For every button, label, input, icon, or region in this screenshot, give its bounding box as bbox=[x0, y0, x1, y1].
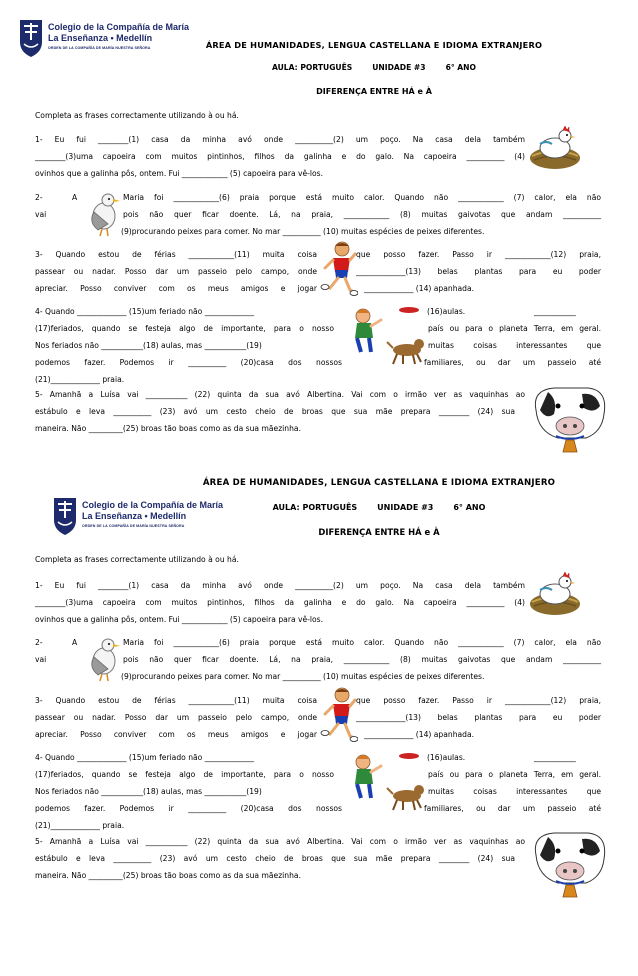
ex3-line-1a: 3- Quando estou de férias ____________(11) muita coisa bbox=[35, 696, 317, 705]
ex4-line-1c: ___________ bbox=[534, 307, 576, 316]
boy-with-dog-and-frisbee-icon bbox=[345, 746, 427, 816]
ex5-line-2: estábulo e leva __________ (23) avó um cesto cheio de broas que sua mãe prepara ________ (24) sua bbox=[35, 854, 515, 863]
ex1-line-3: ovinhos que a galinha pôs, ontem. Fui ____________ (5) capoeira para vê-los. bbox=[35, 615, 324, 624]
ex4-line-1a: 4- Quando _____________ (15)um feriado não _____________ bbox=[35, 753, 255, 762]
logo-line-2: La Enseñanza • Medellín bbox=[82, 511, 187, 521]
unidade-label: UNIDADE #3 bbox=[372, 63, 426, 72]
ex3-line-1b: que posso fazer. Passo ir ____________(12) praia, bbox=[356, 250, 601, 259]
aula-label: AULA: PORTUGUÊS bbox=[272, 503, 358, 512]
ex4-line-1a: 4- Quando _____________ (15)um feriado não _____________ bbox=[35, 307, 255, 316]
topic-title: DIFERENÇA ENTRE HÁ e À bbox=[318, 527, 440, 537]
course-line bbox=[0, 63, 638, 72]
ex4-line-3b: muitas coisas interessantes que bbox=[428, 787, 601, 796]
ex4-line-2a: (17)feriados, quando se festeja algo de importante, para o nosso bbox=[35, 770, 334, 779]
aula-label: AULA: PORTUGUÊS bbox=[271, 63, 353, 72]
ex5-line-1: 5- Amanhã a Luísa vai ___________ (22) quinta da sua avó Albertina. Vai com o irmão ver as vaquinhas ao bbox=[35, 837, 525, 846]
ex4-line-1b: (16)aulas. bbox=[427, 307, 466, 316]
course-line bbox=[0, 503, 638, 512]
ex3-line-2a: passear ou nadar. Posso dar um passeio pelo campo, onde bbox=[35, 267, 317, 276]
unidade-label: UNIDADE #3 bbox=[377, 503, 434, 512]
hen-in-nest-icon bbox=[528, 122, 583, 170]
ex2-line-1: Maria foi ____________(6) praia porque está muito calor. Quando não ____________ (7) calor, ela não bbox=[123, 193, 601, 202]
ex2-line-3: (9)procurando peixes para comer. No mar __________ (10) muitas espécies de peixes diferentes. bbox=[121, 227, 485, 236]
running-boy-icon bbox=[320, 686, 358, 744]
seagull-icon bbox=[84, 633, 124, 683]
ex2-number: 2- bbox=[35, 638, 43, 647]
ex4-line-4a: podemos fazer. Podemos ir __________ (20)casa dos nossos bbox=[35, 804, 342, 813]
boy-with-dog-and-frisbee-icon bbox=[345, 300, 427, 370]
logo-line-1: Colegio de la Compañía de María bbox=[82, 500, 224, 510]
ex3-line-2b: _____________(13) belas plantas para eu poder bbox=[356, 713, 601, 722]
logo-line-3: ORDEN DE LA COMPAÑÍA DE MARÍA NUESTRA SEÑORA bbox=[48, 46, 151, 50]
ex4-line-4b: familiares, ou dar um passeio até bbox=[424, 358, 601, 367]
ex3-line-2b: _____________(13) belas plantas para eu poder bbox=[356, 267, 601, 276]
logo-line-3: ORDEN DE LA COMPAÑÍA DE MARÍA NUESTRA SEÑORA bbox=[82, 524, 185, 528]
ex3-line-3a: apreciar. Posso conviver com os meus amigos e jogar bbox=[35, 730, 317, 739]
ex1-line-1: 1- Eu fui ________(1) casa da minha avó onde __________(2) um poço. Na casa dela também bbox=[35, 581, 525, 590]
ex5-line-3: maneira. Não _________(25) broas tão boas como as da sua mãezinha. bbox=[35, 871, 301, 880]
ex4-line-4b: familiares, ou dar um passeio até bbox=[424, 804, 601, 813]
instructions: Completa as frases correctamente utilizando à ou há. bbox=[35, 555, 239, 564]
seagull-icon bbox=[84, 188, 124, 238]
ex4-line-5: (21)_____________ praia. bbox=[35, 821, 125, 830]
ex3-line-1b: que posso fazer. Passo ir ____________(12) praia, bbox=[356, 696, 601, 705]
ex4-line-1b: (16)aulas. bbox=[427, 753, 466, 762]
ex4-line-1c: ___________ bbox=[534, 753, 576, 762]
ex2-article: A bbox=[72, 193, 78, 202]
ano-label: 6° ANO bbox=[445, 63, 476, 72]
school-crest-icon bbox=[18, 18, 44, 58]
running-boy-icon bbox=[320, 240, 358, 298]
ex1-line-3: ovinhos que a galinha pôs, ontem. Fui ____________ (5) capoeira para vê-los. bbox=[35, 169, 324, 178]
area-title: ÁREA DE HUMANIDADES, LENGUA CASTELLANA E IDIOMA EXTRANJERO bbox=[205, 40, 543, 50]
ex4-line-3a: Nos feriados não ___________(18) aulas, mas ___________(19) bbox=[35, 787, 262, 796]
ex5-line-3: maneira. Não _________(25) broas tão boas como as da sua mãezinha. bbox=[35, 424, 301, 433]
topic-title: DIFERENÇA ENTRE HÁ e À bbox=[316, 87, 432, 96]
ex3-line-3b: _____________ (14) apanhada. bbox=[364, 284, 475, 293]
ex2-line-3: (9)procurando peixes para comer. No mar __________ (10) muitas espécies de peixes diferentes. bbox=[121, 672, 485, 681]
ex3-line-2a: passear ou nadar. Posso dar um passeio pelo campo, onde bbox=[35, 713, 317, 722]
ex4-line-2b: país ou para o planeta Terra, em geral. bbox=[428, 324, 601, 333]
ex2-article: A bbox=[72, 638, 78, 647]
ex3-line-1a: 3- Quando estou de férias ____________(11) muita coisa bbox=[35, 250, 317, 259]
ex2-vai: vai bbox=[35, 655, 47, 664]
ex1-line-1: 1- Eu fui ________(1) casa da minha avó onde __________(2) um poço. Na casa dela também bbox=[35, 135, 525, 144]
ex2-line-2: pois não quer ficar doente. Lá, na praia, ____________ (8) muitas gaivotas que andam __________ bbox=[123, 655, 601, 664]
ex5-line-1: 5- Amanhã a Luísa vai ___________ (22) quinta da sua avó Albertina. Vai com o irmão ver as vaquinhas ao bbox=[35, 390, 525, 399]
ex4-line-3a: Nos feriados não ___________(18) aulas, mas ___________(19) bbox=[35, 341, 262, 350]
ex2-line-2: pois não quer ficar doente. Lá, na praia, ____________ (8) muitas gaivotas que andam __________ bbox=[123, 210, 601, 219]
ex2-vai: vai bbox=[35, 210, 47, 219]
ex1-line-2: ________(3)uma capoeira com muitos pintinhos, filhos da galinha e do galo. Na capoeira __________ (4) bbox=[35, 598, 525, 607]
ex4-line-4a: podemos fazer. Podemos ir __________ (20)casa dos nossos bbox=[35, 358, 342, 367]
ex2-line-1: Maria foi ____________(6) praia porque está muito calor. Quando não ____________ (7) calor, ela não bbox=[123, 638, 601, 647]
worksheet-bottom bbox=[0, 470, 638, 958]
ano-label: 6° ANO bbox=[453, 503, 486, 512]
ex4-line-2a: (17)feriados, quando se festeja algo de importante, para o nosso bbox=[35, 324, 334, 333]
school-logo bbox=[18, 18, 190, 58]
cow-with-bell-icon bbox=[528, 825, 610, 901]
logo-line-2: La Enseñanza • Medellín bbox=[48, 33, 153, 43]
ex4-line-3b: muitas coisas interessantes que bbox=[428, 341, 601, 350]
ex5-line-2: estábulo e leva __________ (23) avó um cesto cheio de broas que sua mãe prepara ________ (24) sua bbox=[35, 407, 515, 416]
logo-line-1: Colegio de la Compañía de María bbox=[48, 22, 190, 32]
cow-with-bell-icon bbox=[528, 380, 610, 456]
area-title: ÁREA DE HUMANIDADES, LENGUA CASTELLANA E IDIOMA EXTRANJERO bbox=[202, 478, 556, 488]
ex2-number: 2- bbox=[35, 193, 43, 202]
instructions: Completa as frases correctamente utilizando à ou há. bbox=[35, 111, 239, 120]
ex4-line-5: (21)_____________ praia. bbox=[35, 375, 125, 384]
ex3-line-3b: _____________ (14) apanhada. bbox=[364, 730, 475, 739]
hen-in-nest-icon bbox=[528, 568, 583, 616]
ex4-line-2b: país ou para o planeta Terra, em geral. bbox=[428, 770, 601, 779]
ex1-line-2: ________(3)uma capoeira com muitos pintinhos, filhos da galinha e do galo. Na capoeira __________ (4) bbox=[35, 152, 525, 161]
ex3-line-3a: apreciar. Posso conviver com os meus amigos e jogar bbox=[35, 284, 317, 293]
